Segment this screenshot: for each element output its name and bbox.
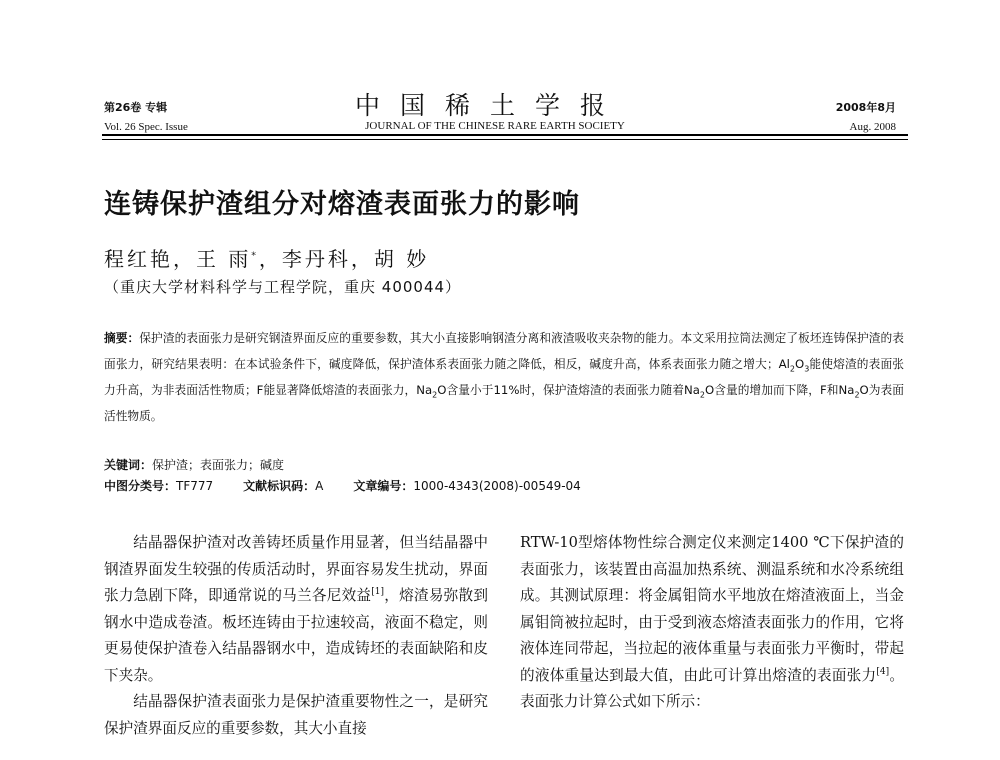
- citation-1: [1]: [371, 587, 385, 598]
- right-p1-text-b: 。表面张力计算公式如下所示：: [520, 666, 904, 710]
- left-p1-text-a: 结晶器保护渣对改善铸坯质量作用显著，但当结晶器中钢渣界面发生较强的传质活动时，界面容易发生扰动，界面张力急剧下降，即通常说的马兰各尼效益: [104, 534, 488, 604]
- authors-part-a: 程红艳，王 雨: [104, 247, 252, 271]
- article-title: 连铸保护渣组分对熔渣表面张力的影响: [104, 189, 580, 220]
- keywords: 保护渣；表面张力；碱度: [152, 458, 285, 472]
- corresponding-mark: *: [251, 251, 259, 262]
- abstract-sub-na1: 2: [432, 390, 438, 400]
- abstract-sub-na3: 2: [854, 390, 860, 400]
- left-p1-text-b: ，熔渣易弥散到钢水中造成卷渣。板坯连铸由于拉速较高，液面不稳定，则更易使保护渣卷入结晶器钢水中，造成铸坯的表面缺陷和皮下夹杂。: [104, 587, 488, 684]
- clc-number: TF777: [176, 479, 214, 493]
- doc-code-label: 文献标识码：: [243, 479, 316, 493]
- issue-date-en: Aug. 2008: [849, 121, 896, 133]
- journal-title-cn: 中国稀土学报: [354, 91, 625, 120]
- abstract-text-2: O: [794, 357, 805, 371]
- authors-part-b: ，李丹科，胡 妙: [258, 247, 430, 271]
- abstract-text-1: 保护渣的表面张力是研究钢渣界面反应的重要参数，其大小直接影响钢渣分离和液渣吸收夹杂物的能力。本文采用拉筒法测定了板坯连铸保护渣的表面张力，研究结果表明：在本试验条件下，碱度降低，保护渣体系表面张力随之降低，相反，碱度升高，体系表面张力随之增大；Al: [104, 331, 904, 371]
- abstract: [104, 325, 904, 429]
- citation-4: [4]: [876, 666, 890, 677]
- header-rule-thin: [102, 139, 908, 140]
- abstract-text-5: O含量的增加而下降，F和Na: [705, 383, 855, 397]
- article-number: 1000-4343(2008)-00549-04: [413, 479, 581, 493]
- left-paragraph-1: [104, 530, 488, 689]
- left-paragraph-2: 结晶器保护渣表面张力是保护渣重要物性之一，是研究保护渣界面反应的重要参数，其大小直接: [104, 693, 488, 737]
- clc-label: 中图分类号：: [104, 479, 177, 493]
- issue-date-cn: 2008年8月: [835, 101, 896, 114]
- right-p1-text-a: RTW-10型熔体物性综合测定仪来测定1400 ℃下保护渣的表面张力，该装置由高温加热系统、测温系统和水冷系统组成。其测试原理：将金属钼筒水平地放在熔渣液面上，当金属钼筒被拉起时，由于受到液态熔渣表面张力的作用，它将液体连同带起，当拉起的液体重量与表面张力平衡时，带起的液体重量达到最大值，由此可计算出熔渣的表面张力: [520, 534, 904, 684]
- body-left-column: [104, 530, 488, 742]
- abstract-text-6: O为表面活性物质。: [104, 383, 904, 423]
- body-right-column: [520, 530, 904, 716]
- abstract-label: 摘要：: [104, 331, 140, 345]
- abstract-sub-o: 3: [804, 364, 810, 374]
- article-number-label: 文章编号：: [353, 479, 414, 493]
- abstract-text-3: 能使熔渣的表面张力升高，为非表面活性物质；F能显著降低熔渣的表面张力，Na: [104, 357, 904, 397]
- journal-title-en: JOURNAL OF THE CHINESE RARE EARTH SOCIETY: [365, 120, 625, 132]
- volume-issue-en: Vol. 26 Spec. Issue: [104, 121, 188, 133]
- classification-line: [104, 477, 581, 494]
- abstract-sub-al: 2: [789, 364, 795, 374]
- keywords-line: [104, 456, 284, 473]
- volume-issue-cn: 第26卷 专辑: [104, 101, 168, 114]
- abstract-text-4: O含量小于11%时，保护渣熔渣的表面张力随着Na: [437, 383, 700, 397]
- abstract-sub-na2: 2: [699, 390, 705, 400]
- doc-code: A: [315, 479, 324, 493]
- authors: [104, 243, 429, 272]
- affiliation: （重庆大学材料科学与工程学院，重庆 400044）: [104, 278, 462, 296]
- header-rule-thick: [102, 134, 908, 136]
- right-paragraph-1: [520, 530, 904, 716]
- keywords-label: 关键词：: [104, 458, 153, 472]
